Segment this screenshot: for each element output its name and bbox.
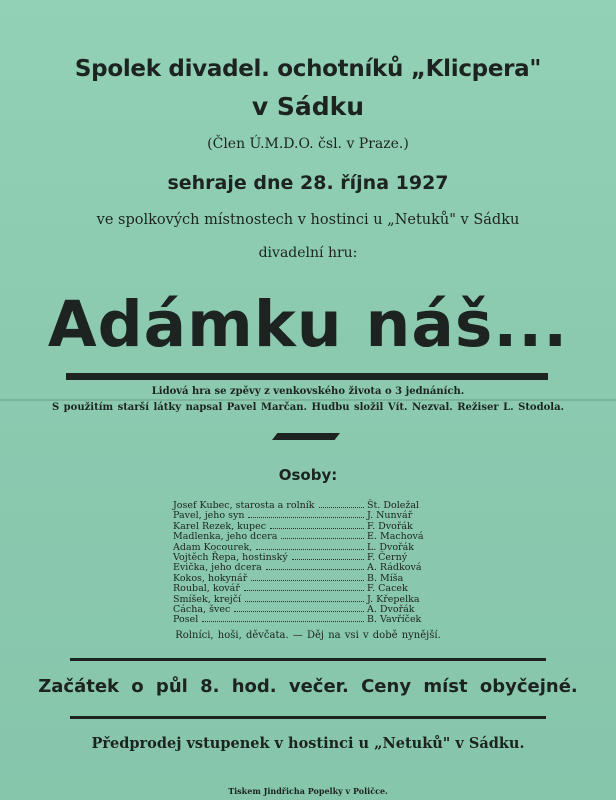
dot-leader xyxy=(281,538,364,539)
cast-actor: J. Křepelka xyxy=(367,593,420,605)
dot-leader xyxy=(256,549,364,550)
cast-actor: A. Dvořák xyxy=(367,604,415,616)
printer-imprint: Tiskem Jindřicha Popelky v Poličce. xyxy=(228,786,388,796)
cast-actor: B. Vavříček xyxy=(367,614,422,626)
dot-leader xyxy=(234,611,364,612)
title-underline xyxy=(66,373,548,380)
list-item xyxy=(173,615,463,625)
cast-actor: F. Černý xyxy=(367,552,408,564)
dot-leader xyxy=(266,569,364,570)
cast-role: Cácha, švec xyxy=(173,604,231,616)
cast-actor: F. Dvořák xyxy=(367,520,413,532)
cast-actor: Št. Doležal xyxy=(367,500,420,511)
cast-extras: Rolníci, hoši, děvčata. — Děj na vsi v době nynější. xyxy=(175,630,441,641)
dot-leader xyxy=(244,590,364,591)
venue-line: ve spolkových místnostech v hostinci u „Netuků" v Sádku xyxy=(96,212,520,228)
cast-actor: F. Cacek xyxy=(367,583,408,595)
divider-rule xyxy=(70,716,546,719)
play-subtitle: Lidová hra se zpěvy z venkovského života o 3 jednáních. xyxy=(151,386,465,397)
cast-actor: L. Dvořák xyxy=(367,541,415,553)
dot-leader xyxy=(202,621,364,622)
performance-date: sehraje dne 28. října 1927 xyxy=(167,172,449,194)
membership-note: (Člen Ú.M.D.O. čsl. v Praze.) xyxy=(207,136,409,152)
cast-role: Kokos, hokynář xyxy=(173,572,248,584)
cast-role: Smíšek, krejčí xyxy=(173,593,242,605)
cast-list xyxy=(173,501,463,626)
dot-leader xyxy=(245,601,364,602)
cast-role: Evička, jeho dcera xyxy=(173,562,262,574)
play-kind: divadelní hru: xyxy=(258,245,358,261)
cast-actor: E. Machová xyxy=(367,531,424,543)
presale-line: Předprodej vstupenek v hostinci u „Netuků" v Sádku. xyxy=(91,735,525,752)
cast-actor: B. Míša xyxy=(367,572,404,584)
cast-role: Madlenka, jeho dcera xyxy=(173,531,278,543)
cast-role: Pavel, jeho syn xyxy=(173,510,245,522)
start-time-line: Začátek o půl 8. hod. večer. Ceny míst obyčejné. xyxy=(38,676,578,697)
cast-role: Karel Rezek, kupec xyxy=(173,520,267,532)
dot-leader xyxy=(292,559,364,560)
dot-leader xyxy=(319,507,364,508)
cast-role: Roubal, kovář xyxy=(173,583,240,595)
cast-role: Posel xyxy=(173,614,199,626)
dot-leader xyxy=(270,528,364,529)
organization-name: Spolek divadel. ochotníků „Klicpera" xyxy=(74,56,542,82)
paper-fold-line xyxy=(0,399,616,401)
cast-actor: J. Nunvář xyxy=(367,510,413,522)
play-credits: S použitím starší látky napsal Pavel Marčan. Hudbu složil Vít. Nezval. Režiser L. Stodola. xyxy=(51,402,565,413)
cast-actor: A. Rádková xyxy=(367,562,422,574)
cast-role: Vojtěch Řepa, hostinský xyxy=(173,552,288,564)
cast-role: Josef Kubec, starosta a rolník xyxy=(173,500,315,511)
ornament-divider xyxy=(272,433,340,440)
divider-rule xyxy=(70,658,546,661)
organization-location: v Sádku xyxy=(251,92,365,121)
cast-heading: Osoby: xyxy=(278,466,338,484)
dot-leader xyxy=(248,517,364,518)
cast-role: Adam Kocourek, xyxy=(173,541,253,553)
dot-leader xyxy=(251,580,364,581)
play-title: Adámku náš... xyxy=(47,288,569,361)
